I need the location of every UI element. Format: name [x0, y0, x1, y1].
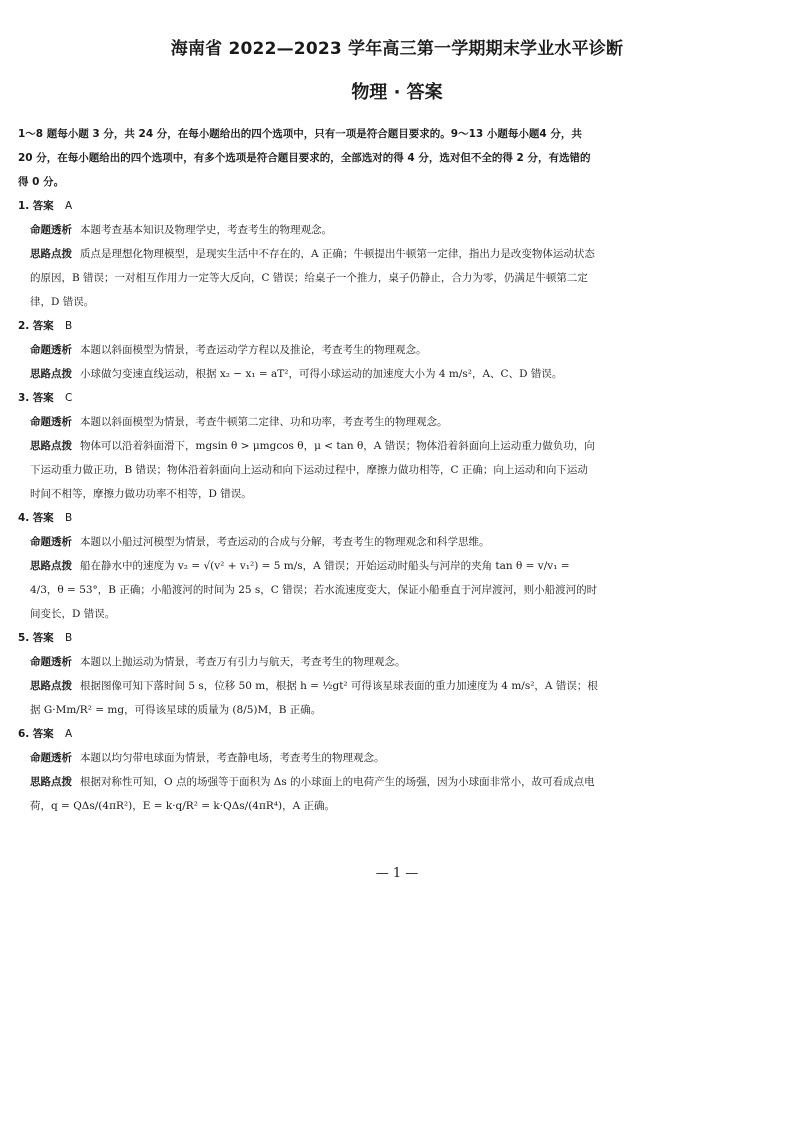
- question-number: 5.: [18, 632, 30, 644]
- analysis-line: [18, 410, 598, 434]
- analysis-label: 命题透析: [30, 224, 72, 236]
- hint-line: [18, 554, 598, 626]
- question-header: [18, 626, 598, 650]
- question-list: [18, 194, 598, 818]
- analysis-label: 命题透析: [30, 656, 72, 668]
- question-item: [18, 506, 598, 626]
- question-number: 6.: [18, 728, 30, 740]
- analysis-line: [18, 338, 598, 362]
- question-header: [18, 722, 598, 746]
- hint-text: 船在静水中的速度为 v₂ = √(v² + v₁²) = 5 m/s，A 错误；开始运动时船头与河岸的夹角 tan θ = v/v₁ = 4/3，θ = 53°，B 正确；小船渡河的时间为 25 s，C 错误；若水流速度变大，保证小船垂直于河岸渡河，则小船渡河的时间变长，D 错误。: [30, 560, 598, 620]
- hint-line: [18, 770, 598, 818]
- hint-text: 质点是理想化物理模型，是现实生活中不存在的，A 正确；牛顿提出牛顿第一定律，指出力是改变物体运动状态的原因，B 错误；一对相互作用力一定等大反向，C 错误；给桌子一个推力，桌子仍静止，合力为零，仍满足牛顿第二定律，D 错误。: [30, 248, 595, 308]
- question-header: [18, 314, 598, 338]
- answer-value: A: [64, 200, 73, 212]
- hint-text: 物体可以沿着斜面滑下，mgsin θ > μmgcos θ，μ < tan θ，A 错误；物体沿着斜面向上运动重力做负功，向下运动重力做正功，B 错误；物体沿着斜面向上运动和向下运动过程中，摩擦力做功相等，C 正确；向上运动和向下运动时间不相等，摩擦力做功功率不相等，D 错误。: [30, 440, 595, 500]
- hint-text: 根据图像可知下落时间 5 s，位移 50 m，根据 h = ½gt² 可得该星球表面的重力加速度为 4 m/s²，A 错误；根据 G·Mm/R² = mg，可得该星球的质量为 (8/5)M，B 正确。: [30, 680, 598, 716]
- analysis-line: [18, 746, 598, 770]
- hint-line: [18, 242, 598, 314]
- question-header: [18, 506, 598, 530]
- question-header: [18, 386, 598, 410]
- hint-label: 思路点拨: [30, 440, 72, 452]
- question-header: [18, 194, 598, 218]
- hint-label: 思路点拨: [30, 248, 72, 260]
- document-subtitle: 物理 · 答案: [351, 82, 443, 103]
- hint-line: [18, 362, 598, 386]
- question-item: [18, 626, 598, 722]
- hint-text: 根据对称性可知，O 点的场强等于面积为 Δs 的小球面上的电荷产生的场强，因为小球面非常小，故可看成点电荷，q = QΔs/(4πR²)，E = k·q/R² = k·QΔs/(4πR⁴)，A 正确。: [30, 776, 595, 812]
- analysis-label: 命题透析: [30, 416, 72, 428]
- question-item: [18, 314, 598, 386]
- answer-value: C: [64, 392, 73, 404]
- analysis-text: 本题以上抛运动为情景，考查万有引力与航天，考查考生的物理观念。: [80, 656, 406, 668]
- hint-label: 思路点拨: [30, 560, 72, 572]
- analysis-label: 命题透析: [30, 344, 72, 356]
- question-number: 1.: [18, 200, 30, 212]
- analysis-text: 本题以斜面模型为情景，考查运动学方程以及推论，考查考生的物理观念。: [80, 344, 427, 356]
- document-title: 海南省 2022—2023 学年高三第一学期期末学业水平诊断: [170, 39, 624, 59]
- page-number: — 1 —: [375, 866, 419, 881]
- analysis-line: [18, 218, 598, 242]
- analysis-line: [18, 530, 598, 554]
- analysis-label: 命题透析: [30, 536, 72, 548]
- answer-label: 答案: [32, 632, 54, 644]
- question-number: 4.: [18, 512, 30, 524]
- hint-line: [18, 434, 598, 506]
- analysis-label: 命题透析: [30, 752, 72, 764]
- answer-label: 答案: [32, 200, 54, 212]
- answer-value: B: [64, 512, 73, 524]
- question-item: [18, 722, 598, 818]
- answer-content: [18, 122, 598, 818]
- question-item: [18, 386, 598, 506]
- answer-value: B: [64, 632, 73, 644]
- analysis-text: 本题以斜面模型为情景，考查牛顿第二定律、功和功率，考查考生的物理观念。: [80, 416, 448, 428]
- question-item: [18, 194, 598, 314]
- hint-label: 思路点拨: [30, 368, 72, 380]
- answer-value: B: [64, 320, 73, 332]
- analysis-text: 本题考查基本知识及物理学史，考查考生的物理观念。: [80, 224, 332, 236]
- hint-label: 思路点拨: [30, 776, 72, 788]
- answer-label: 答案: [32, 728, 54, 740]
- scoring-instructions: 1～8 题每小题 3 分，共 24 分，在每小题给出的四个选项中，只有一项是符合题目要求的。9～13 小题每小题4 分，共 20 分，在每小题给出的四个选项中，有多个选项是符合题目要求的，全部选对的得 4 分，选对但不全的得 2 分，有选错的得 0 分。: [18, 128, 591, 188]
- analysis-line: [18, 650, 598, 674]
- hint-line: [18, 674, 598, 722]
- hint-label: 思路点拨: [30, 680, 72, 692]
- analysis-text: 本题以小船过河模型为情景，考查运动的合成与分解，考查考生的物理观念和科学思维。: [80, 536, 490, 548]
- question-number: 3.: [18, 392, 30, 404]
- analysis-text: 本题以均匀带电球面为情景，考查静电场，考查考生的物理观念。: [80, 752, 385, 764]
- hint-text: 小球做匀变速直线运动，根据 x₂ − x₁ = aT²，可得小球运动的加速度大小为 4 m/s²，A、C、D 错误。: [80, 368, 563, 380]
- answer-label: 答案: [32, 512, 54, 524]
- answer-value: A: [64, 728, 73, 740]
- answer-label: 答案: [32, 392, 54, 404]
- answer-label: 答案: [32, 320, 54, 332]
- question-number: 2.: [18, 320, 30, 332]
